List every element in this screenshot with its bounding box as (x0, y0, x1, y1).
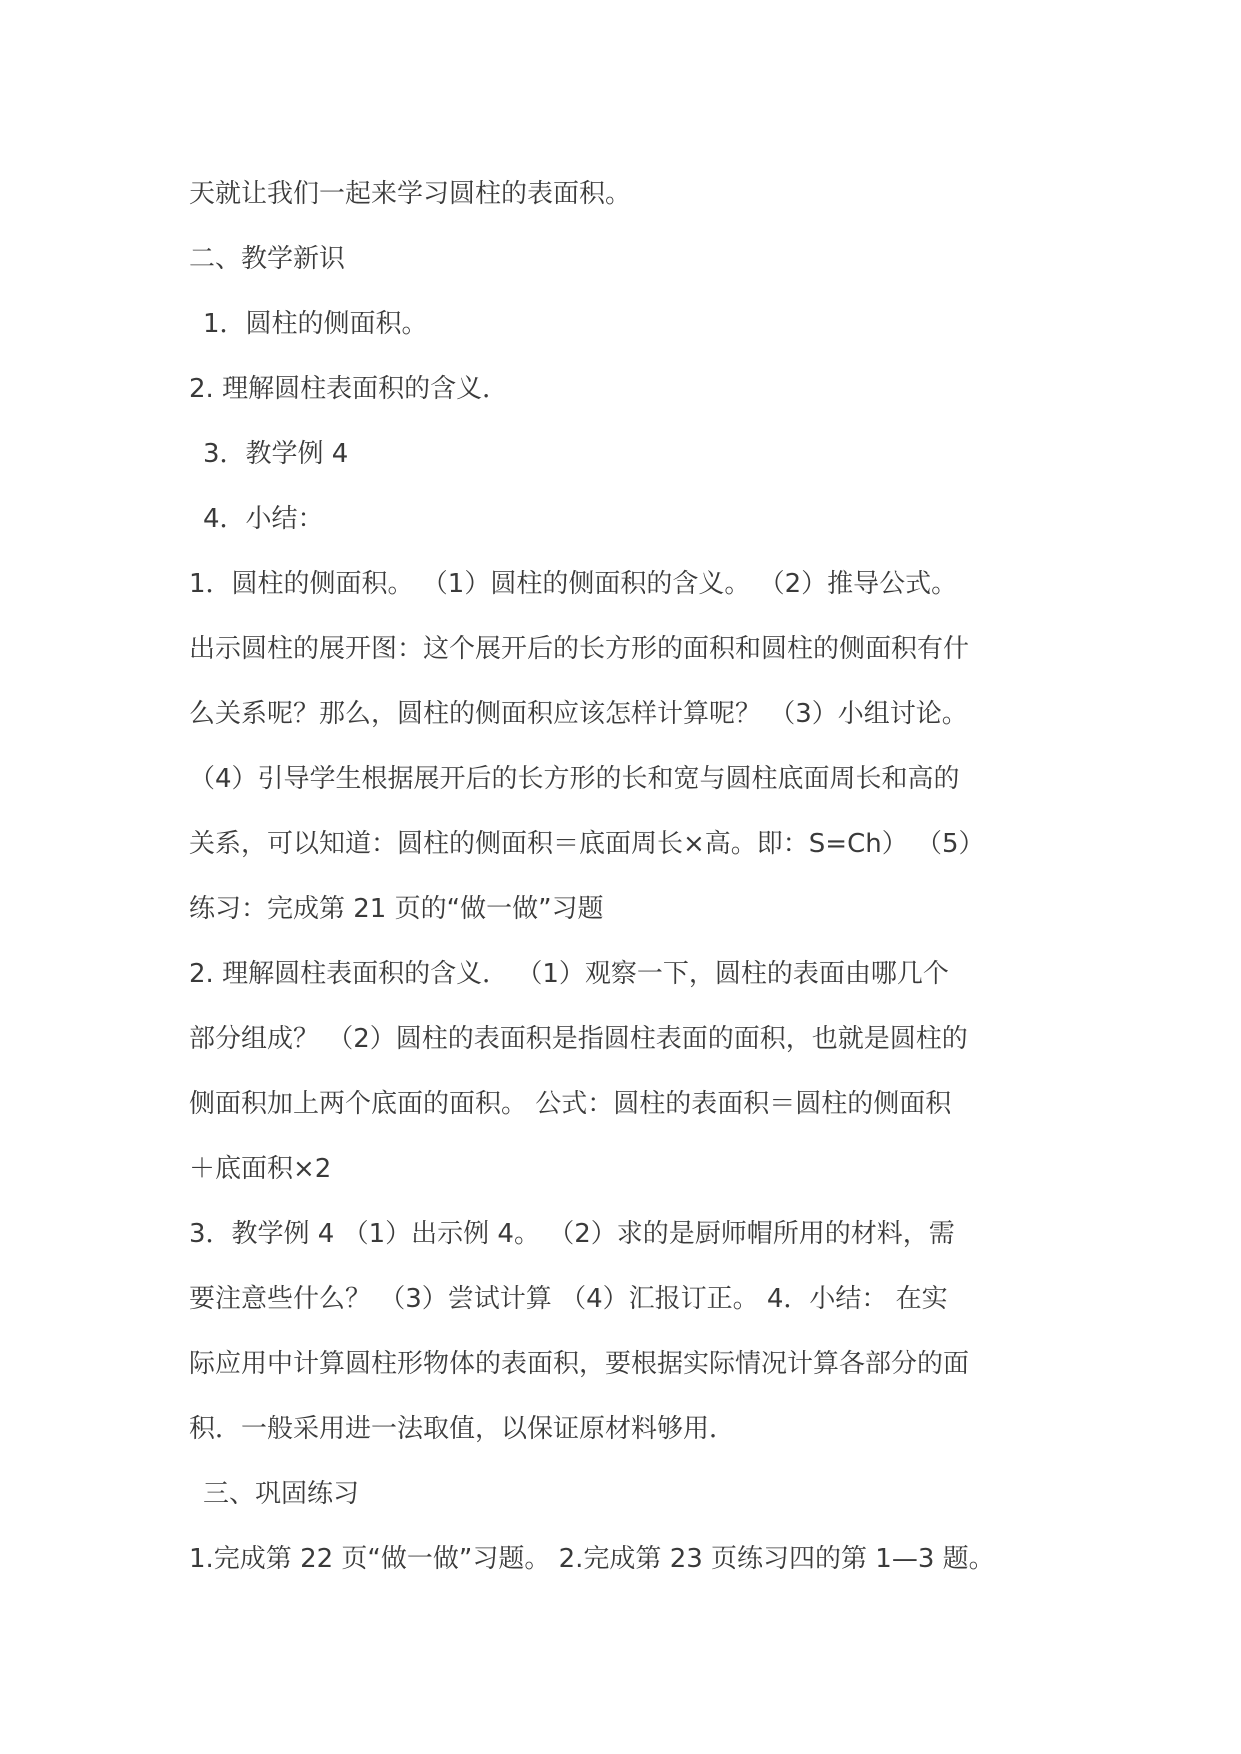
outline-item: 2. 理解圆柱表面积的含义． (189, 374, 509, 404)
text-line: （4）引导学生根据展开后的长方形的长和宽与圆柱底面周长和高的 (189, 764, 960, 794)
text-line: 练习：完成第 21 页的“做一做”习题 (189, 894, 604, 924)
text-line: 际应用中计算圆柱形物体的表面积，要根据实际情况计算各部分的面 (189, 1349, 970, 1379)
text-line: 1.完成第 22 页“做一做”习题。 2.完成第 23 页练习四的第 1—3 题。 (189, 1544, 995, 1574)
text-line: 积．一般采用进一法取值，以保证原材料够用． (189, 1414, 736, 1444)
text-line: 出示圆柱的展开图：这个展开后的长方形的面积和圆柱的侧面积有什 (189, 634, 970, 664)
text-line: ＋底面积×2 (189, 1154, 332, 1184)
document-body (189, 162, 1069, 1592)
text-line: 1．圆柱的侧面积。 （1）圆柱的侧面积的含义。 （2）推导公式。 (189, 569, 958, 599)
text-line: 要注意些什么？ （3）尝试计算 （4）汇报订正。 4．小结： 在实 (189, 1284, 948, 1314)
text-line: 3．教学例 4 （1）出示例 4。 （2）求的是厨师帽所用的材料，需 (189, 1219, 955, 1249)
text-line: 2. 理解圆柱表面积的含义． （1）观察一下，圆柱的表面由哪几个 (189, 959, 949, 989)
outline-item: 1．圆柱的侧面积。 (203, 309, 428, 339)
text-line: 部分组成？ （2）圆柱的表面积是指圆柱表面的面积，也就是圆柱的 (189, 1024, 968, 1054)
text-line: 侧面积加上两个底面的面积。 公式：圆柱的表面积＝圆柱的侧面积 (189, 1089, 952, 1119)
text-line: 天就让我们一起来学习圆柱的表面积。 (189, 179, 632, 209)
text-line: 么关系呢？那么，圆柱的侧面积应该怎样计算呢？ （3）小组讨论。 (189, 699, 968, 729)
section-heading: 二、教学新识 (189, 244, 346, 274)
section-heading: 三、巩固练习 (203, 1479, 360, 1509)
outline-item: 3．教学例 4 (203, 439, 349, 469)
outline-item: 4．小结： (203, 504, 324, 534)
text-line: 关系，可以知道：圆柱的侧面积＝底面周长×高。即：S=Ch） （5） (189, 829, 985, 859)
